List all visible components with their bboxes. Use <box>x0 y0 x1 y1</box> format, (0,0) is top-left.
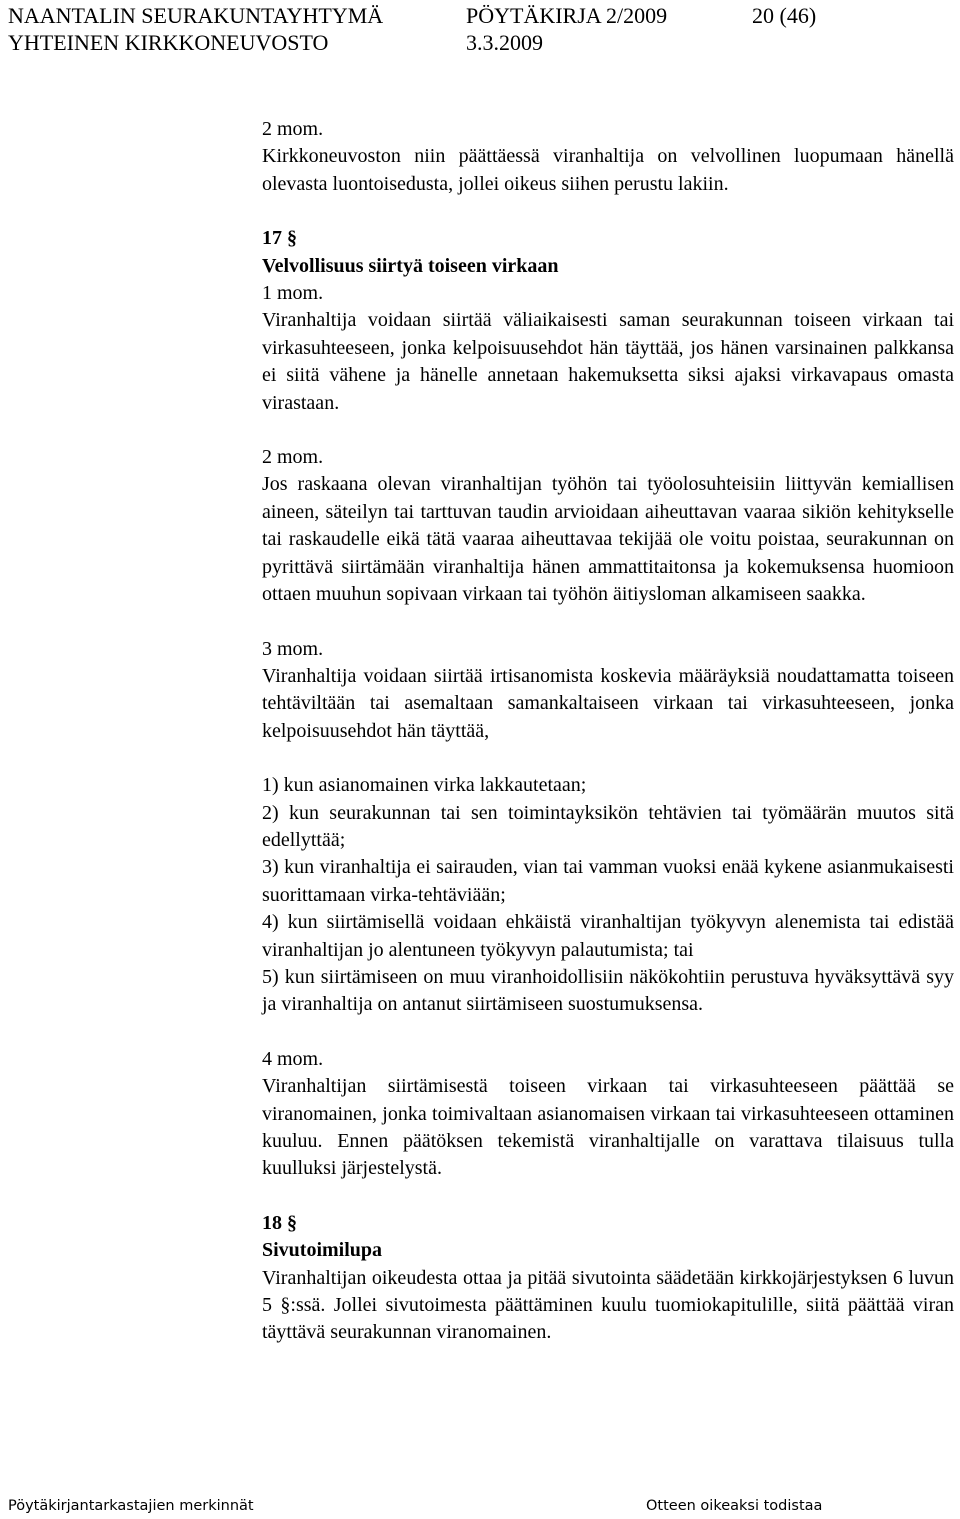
moment-label: 3 mom. <box>262 637 324 660</box>
list-item: 3) kun viranhaltija ei sairauden, vian tai vamman vuoksi enää kykene asianmukaisesti suorittamaan virka-tehtäviään; <box>262 856 954 906</box>
moment-label: 2 mom. <box>262 118 324 140</box>
list-item: 4) kun siirtämisellä voidaan ehkäistä viranhaltijan työkyvyn alenemista tai edistää viranhaltijan jo alentuneen työkyvyn palautumista; tai <box>262 911 954 961</box>
section-number: 17 <box>262 227 282 250</box>
list-item: 1) kun asianomainen virka lakkautetaan; <box>262 774 587 797</box>
section-sign: § <box>287 227 297 250</box>
document-title: PÖYTÄKIRJA 2/2009 <box>466 3 668 28</box>
section-sign: § <box>287 1211 297 1234</box>
body-name: YHTEINEN KIRKKONEUVOSTO <box>8 30 329 55</box>
section-16-moment-2 <box>262 116 954 198</box>
moment-text: Jos raskaana olevan viranhaltijan työhön tai työolosuhteisiin liittyvän kemiallisen aineen, säteilyn tai tarttuvan taudin arvioidaan aiheuttavan vaaraa sikiön kehitykselle tai raskaudelle eikä tätä vaaraa aiheuttavaa tekijää ole voitu poistaa, seurakunnan on pyrittävä siirtämään viranhaltija hänen ammattitaitonsa ja kokemuksensa huomioon ottaen muuhun sopivaan virkaan tai työhön äitiysloman alkamiseen saakka. <box>262 473 954 606</box>
list-item: 5) kun siirtämiseen on muu viranhoidollisiin näkökohtiin perustuva hyväksyttävä syy ja viranhaltija on antanut siirtämiseen suostumuksensa. <box>262 965 954 1016</box>
moment-text: Viranhaltijan siirtämisestä toiseen virkaan tai virkasuhteeseen päättää se viranomainen, jonka toimivaltaan asianomaisen virkaan tai virkasuhteeseen ottaminen kuuluu. Ennen päätöksen tekemistä viranhaltijalle on varattava tilaisuus tulla kuulluksi järjestelystä. <box>262 1075 954 1180</box>
moment-label: 1 mom. <box>262 282 324 305</box>
footer-certification: Otteen oikeaksi todistaa <box>646 1498 823 1514</box>
meeting-date: 3.3.2009 <box>466 30 543 55</box>
organization-name: NAANTALIN SEURAKUNTAYHTYMÄ <box>8 3 384 28</box>
moment-label: 2 mom. <box>262 446 324 469</box>
section-title: Sivutoimilupa <box>262 1239 383 1262</box>
page-number: 20 (46) <box>752 3 817 28</box>
moment-text: Viranhaltija voidaan siirtää irtisanomista koskevia määräyksiä noudattamatta toiseen tehtäviltään tai asemaltaan samankaltaiseen virkaan tai virkasuhteeseen, jonka kelpoisuusehdot hän täyttää, <box>262 664 954 742</box>
list-item: 2) kun seurakunnan tai sen toimintayksikön tehtävien tai työmäärän muutos sitä edellyttää; <box>262 801 954 851</box>
section-number: 18 <box>262 1211 282 1234</box>
section-title: Velvollisuus siirtyä toiseen virkaan <box>262 254 559 277</box>
section-18 <box>262 1210 954 1347</box>
section-heading <box>262 1210 954 1237</box>
section-17 <box>262 225 954 1183</box>
section-text: Viranhaltijan oikeudesta ottaa ja pitää sivutointa säädetään kirkkojärjestyksen 6 luvun 5 §:ssä. Jollei sivutoimesta päättäminen kuulu tuomiokapitulille, siitä päättää viran täyttävä seurakunnan viranomainen. <box>262 1266 954 1344</box>
document-body <box>262 116 954 1347</box>
footer-examiners-notes: Pöytäkirjantarkastajien merkinnät <box>8 1498 254 1514</box>
section-heading <box>262 225 954 252</box>
moment-label: 4 mom. <box>262 1047 324 1070</box>
moment-text: Kirkkoneuvoston niin päättäessä viranhaltija on velvollinen luopumaan hänellä olevasta luontoisedusta, jollei oikeus siihen perustu lakiin. <box>262 145 954 195</box>
moment-text: Viranhaltija voidaan siirtää väliaikaisesti saman seurakunnan toiseen virkaan tai virkasuhteeseen, jonka kelpoisuusehdot hän täyttää, jos hänen varsinainen palkkansa ei siitä vähene ja hänelle annetaan hakemuksetta siksi ajaksi virkavapaus omasta virastaan. <box>262 309 954 414</box>
